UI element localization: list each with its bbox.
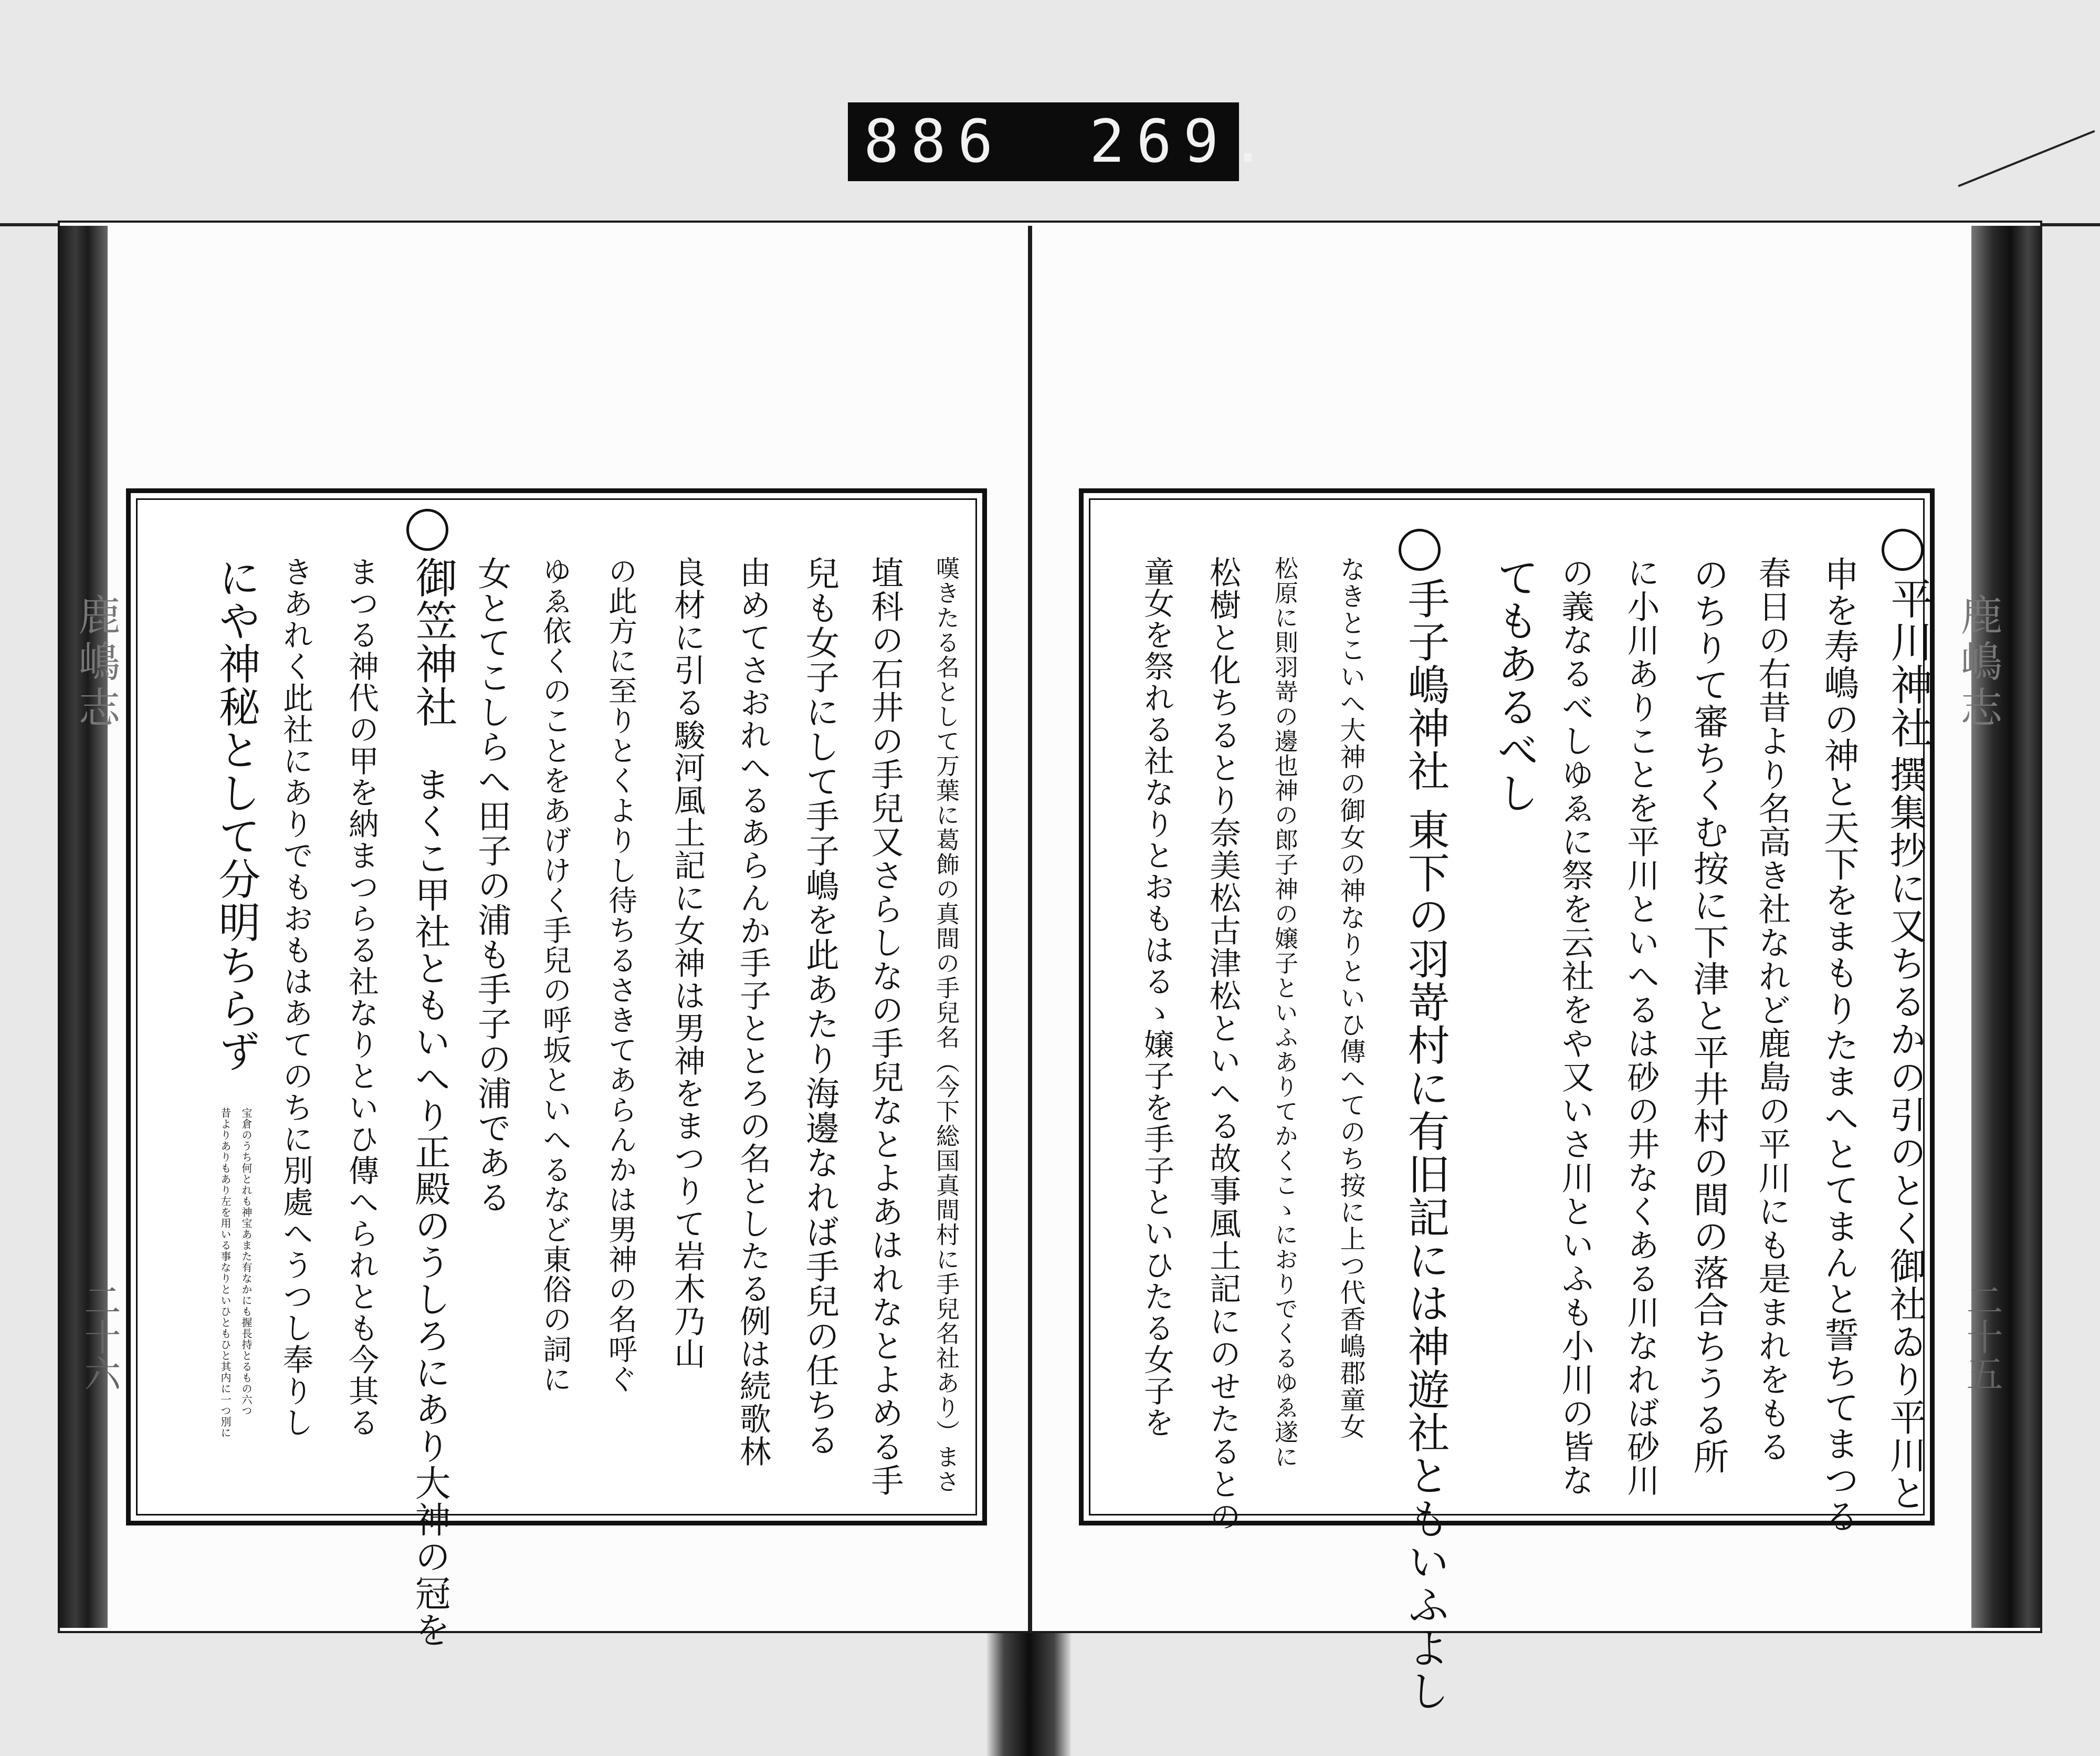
body-text-line: 嘆きたる名として万葉に葛飾の真間の手兒名（今下総国真間村に手兒名社あり）まさ	[932, 556, 960, 1494]
entry-heading: 手子嶋神社	[1401, 577, 1450, 792]
annotation-note-line: 昔よりありもあり左を用いる事なりといひともひと其内に一つ別に	[219, 1107, 232, 1438]
left-margin-page-number: 二十六	[78, 1281, 121, 1392]
archive-number-label	[848, 102, 1277, 181]
left-margin-title: 鹿嶋志	[71, 593, 120, 732]
entry-marker-circle	[406, 509, 448, 551]
entry-text-line: なきとこいへ大神の御女の神なりといひ傳へてのち按に上つ代香嶋郡童女	[1336, 556, 1366, 1440]
entry-text-line: 申を寿嶋の神と天下をまもりたまへとてまんと誓ちてまつる	[1819, 556, 1860, 1534]
entry-heading: 御笠神社	[408, 556, 457, 728]
annotation-note-line: 宝倉のうち何とれも神宝あまた有なかにも握長持とるもの六つ	[240, 1107, 253, 1416]
body-text-line: 由めてさおれへるあらんか手子ととろの名としたる例は続歌林	[734, 556, 771, 1468]
body-text-line: 埴科の石井の手兒又さらしなの手兒なとよあはれなとよめる手	[866, 556, 904, 1497]
entry-text-line: のちりて審ちくむ按に下津と平井村の間の落合ちうる所	[1687, 556, 1729, 1475]
archive-number-a: 886	[864, 108, 1005, 176]
entry-text-line: に小川ありことを平川といへるは砂の井なくある川なれば砂川	[1622, 556, 1660, 1497]
entry-text-line: 松原に則羽嵜の邊也神の郎子神の嬢子といふありてかくこゝにおりでくるゆゑ遂に	[1270, 556, 1298, 1469]
entry-marker-circle	[1399, 529, 1441, 571]
entry-text-line: まつる神代の甲を納まつらる社なりといひ傳へられとも今其る	[343, 556, 379, 1438]
scan-corner-line-right	[1958, 130, 2095, 187]
entry-text-line: 松樹と化ちるとり奈美松古津松といへる故事風土記にのせたるとの	[1204, 556, 1241, 1533]
body-text-line: 女とてこしらへ田子の浦も手子の浦である	[472, 556, 511, 1215]
entry-text-line: きあれく此社にありでもおもはあてのちに別處へうつし奉りし	[278, 556, 313, 1438]
entry-text-line: にや神秘として分明ちらず	[212, 556, 260, 1073]
entry-heading: 平川神社	[1884, 577, 1933, 749]
archive-number-b: 269.	[1089, 108, 1277, 176]
body-text-line: 良材に引る駿河風土記に女神は男神をまつりて岩木乃山	[669, 556, 706, 1370]
left-page-frame	[126, 488, 987, 1648]
right-margin-title: 鹿嶋志	[1954, 593, 2002, 732]
entry-text-line: 春日の右昔より名高き社なれど鹿島の平川にも是まれをもる	[1753, 556, 1791, 1464]
body-text-line: ゆゑ依くのことをあげけく手兒の呼坂といへるなど東俗の詞に	[538, 556, 572, 1394]
right-margin-page-number: 二十五	[1960, 1281, 2003, 1392]
entry-text-line: てもあるべし	[1490, 556, 1539, 814]
body-text-line: の此方に至りとくよりし待ちるさきてあらんかは男神の名呼ぐ	[604, 556, 637, 1394]
entry-text-line: まくこ甲社ともいへり正殿のうしろにあり大神の冠を	[409, 766, 450, 1648]
book-spine-bottom	[987, 1633, 1071, 1756]
entry-marker-circle	[1882, 529, 1924, 571]
book-edge-right	[1971, 226, 2042, 1628]
body-text-line: 兒も女子にして手子嶋を此あたり海邊なれば手兒の任ちる	[800, 556, 839, 1457]
entry-text-line: 撰集抄に又ちるかの引のとく御社ゐり平川と	[1884, 756, 1927, 1512]
entry-text-line: 東下の羽嵜村に有旧記には神遊社ともいふよし	[1401, 808, 1450, 1712]
entry-text-line: 童女を祭れる社なりとおもはるゝ嬢子を手子といひたる女子を	[1139, 556, 1174, 1438]
book-spine	[1028, 226, 1032, 1633]
book-edge-left	[58, 226, 108, 1628]
entry-text-line: の義なるべしゆゑに祭を云社をや又いさ川といふも小川の皆な	[1556, 556, 1594, 1497]
right-page-frame	[1079, 488, 1935, 1712]
